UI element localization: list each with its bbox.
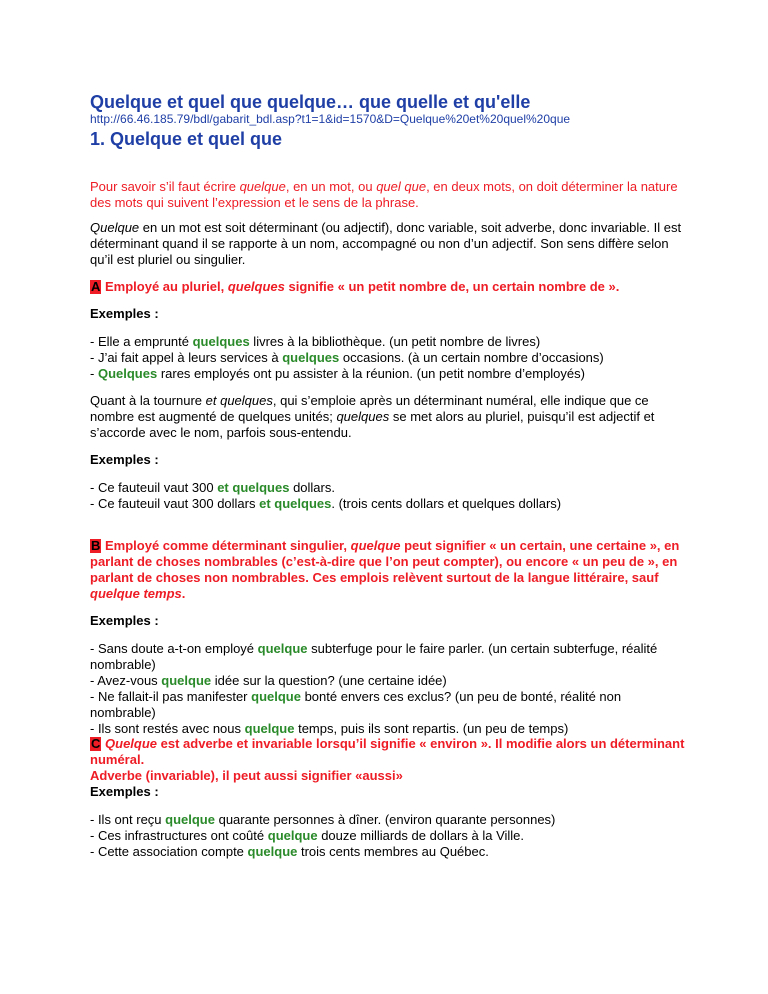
example-line: - Elle a emprunté quelques livres à la bibliothèque. (un petit nombre de livres)	[90, 334, 541, 349]
example-line: - Ce fauteuil vaut 300 et quelques dollars.	[90, 480, 335, 495]
example-line: - Ces infrastructures ont coûté quelque douze milliards de dollars à la Ville.	[90, 828, 525, 843]
example-line: - Avez-vous quelque idée sur la question? (une certaine idée)	[90, 673, 447, 688]
definition-paragraph: Quelque en un mot est soit déterminant (ou adjectif), donc variable, soit adverbe, donc invariable. Il est déterminant quand il se rapporte à un nom, accompagné ou non d’un adjectif. Son sens diffère selon qu’il est pluriel ou singulier.	[90, 220, 682, 267]
example-line: - Ce fauteuil vaut 300 dollars et quelques. (trois cents dollars et quelques dollars)	[90, 496, 562, 511]
section-a-badge: A	[91, 279, 101, 294]
examples-a-list	[90, 334, 690, 382]
section-a-heading: A Employé au pluriel, quelques signifie « un petit nombre de, un certain nombre de ».	[91, 279, 620, 294]
example-line: - Ils ont reçu quelque quarante personnes à dîner. (environ quarante personnes)	[90, 812, 556, 827]
examples-c-list	[90, 812, 690, 860]
example-line: - Cette association compte quelque trois cents membres au Québec.	[90, 844, 489, 859]
document-title: Quelque et quel que quelque… que quelle et qu'elle	[90, 92, 531, 112]
examples-label: Exemples :	[90, 452, 159, 467]
examples-label: Exemples :	[90, 613, 159, 628]
examples-a2-list	[90, 480, 690, 512]
examples-b-list	[90, 641, 690, 737]
source-url[interactable]: http://66.46.185.79/bdl/gabarit_bdl.asp?t1=1&id=1570&D=Quelque%20et%20quel%20que	[90, 112, 571, 126]
example-line: - Ils sont restés avec nous quelque temps, puis ils sont repartis. (un peu de temps)	[90, 721, 569, 736]
tournure-paragraph: Quant à la tournure et quelques, qui s’emploie après un déterminant numéral, elle indique que ce nombre est augmenté de quelques unités; quelques se met alors au pluriel, puisqu’il est adjectif et s’accorde avec le nom, parfois sous-entendu.	[90, 393, 655, 440]
section-b-badge: B	[91, 538, 101, 553]
examples-label: Exemples :	[90, 784, 159, 799]
intro-paragraph: Pour savoir s’il faut écrire quelque, en un mot, ou quel que, en deux mots, on doit déterminer la nature des mots qui suivent l’expression et le sens de la phrase.	[90, 179, 678, 210]
section-c-heading: C Quelque est adverbe et invariable lorsqu’il signifie « environ ». Il modifie alors un déterminant numéral. Adverbe (invariable), il peut aussi signifier «aussi»	[90, 736, 685, 783]
section-c-subheading: Adverbe (invariable), il peut aussi signifier «aussi»	[90, 768, 403, 783]
example-line: - Sans doute a-t-on employé quelque subterfuge pour le faire parler. (un certain subterfuge, réalité nombrable)	[90, 641, 658, 672]
section-c-badge: C	[91, 736, 101, 751]
example-line: - Quelques rares employés ont pu assister à la réunion. (un petit nombre d’employés)	[90, 366, 585, 381]
section-b-heading: B Employé comme déterminant singulier, quelque peut signifier « un certain, une certaine », en parlant de choses nombrables (c’est-à-dire que l’on peut compter), ou encore « un peu de », en parlant de choses non nombrables. Ces emplois relèvent surtout de la langue littéraire, sauf quelque temps.	[90, 538, 680, 601]
example-line: - Ne fallait-il pas manifester quelque bonté envers ces exclus? (un peu de bonté, réalité non nombrable)	[90, 689, 622, 720]
example-line: - J’ai fait appel à leurs services à quelques occasions. (à un certain nombre d’occasions)	[90, 350, 604, 365]
section-heading: 1. Quelque et quel que	[90, 129, 283, 149]
examples-label: Exemples :	[90, 306, 159, 321]
